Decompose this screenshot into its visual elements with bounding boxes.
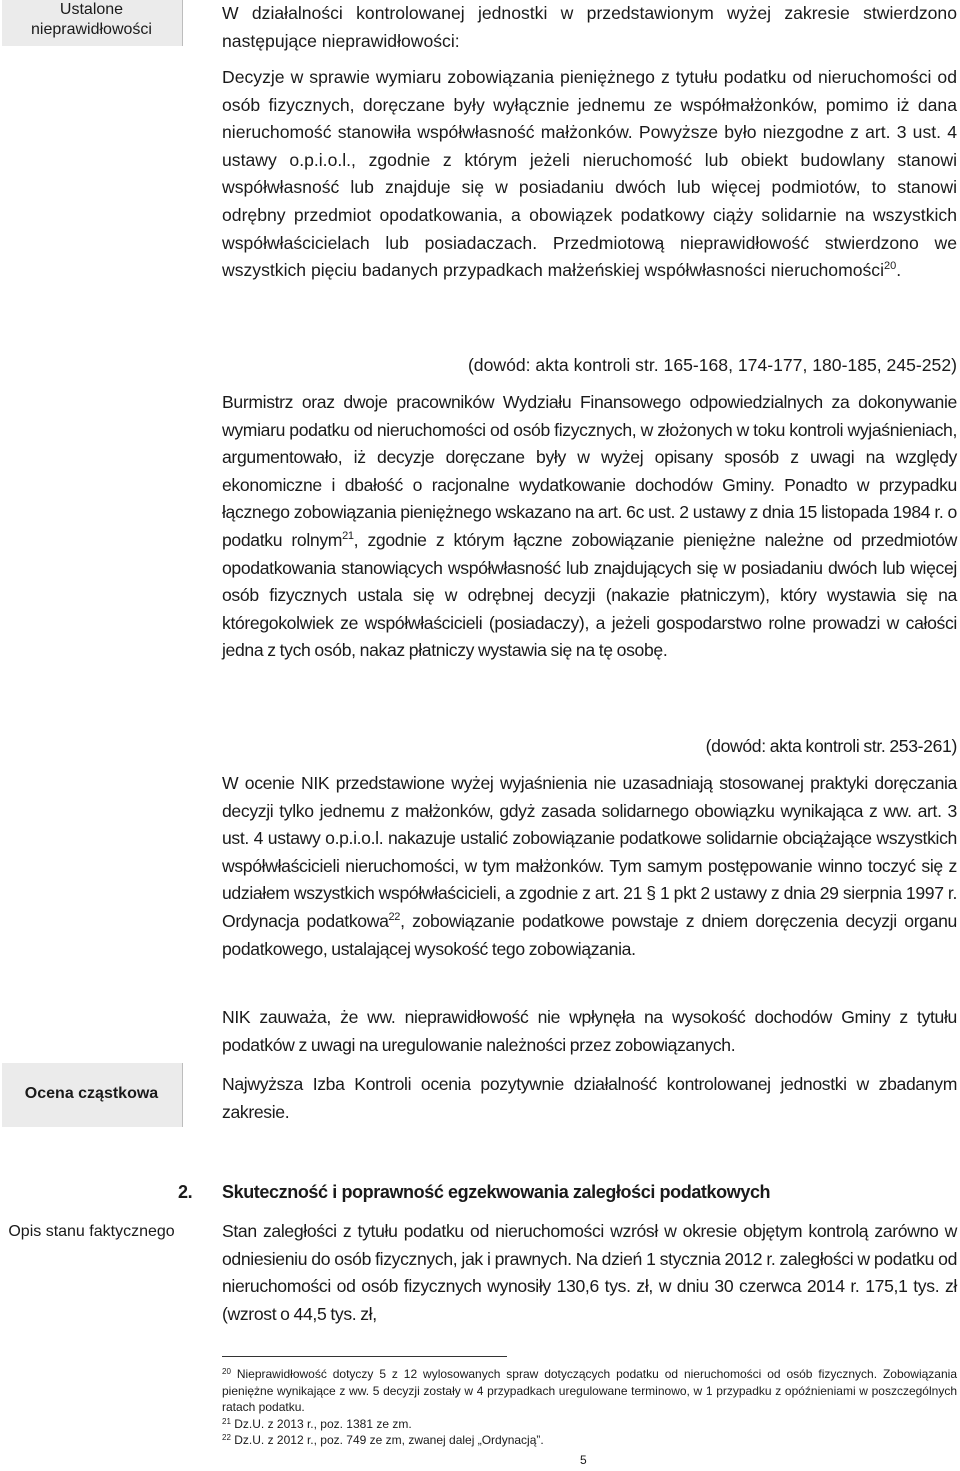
assessment-paragraph (222, 770, 957, 963)
assessment-text-end: , zobowiązanie podatkowe powstaje z dniem doręczenia decyzji organu podatkowego, ustalającej wysokość tego zobowiązania. (222, 910, 957, 959)
footnote-text: Dz.U. z 2013 r., poz. 1381 ze zm. (234, 1416, 412, 1431)
section2-paragraph: Stan zaległości z tytułu podatku od nieruchomości wzrósł w okresie objętym kontrolą zarówno w odniesieniu do osób fizycznych, jak i prawnych. Na dzień 1 stycznia 2012 r. zaległości w podatku od nieruchomości od osób fizycznych wynosiły 130,6 tys. zł, w dniu 30 czerwca 2014 r. 175,1 tys. zł (wzrost o 44,5 tys. zł, (222, 1221, 957, 1324)
footnote-21 (222, 1416, 957, 1433)
footnote-num: 21 (222, 1416, 231, 1426)
explanation-text: Burmistrz oraz dwoje pracowników Wydziału Finansowego odpowiedzialnych za dokonywanie wymiaru podatku od nieruchomości od osób fizycznych, w złożonych w toku kontroli wyjaśnieniach, argumentowało, iż decyzje doręczane były w wyżej opisany sposób z uwagi na względy ekonomiczne i dbałość o racjonalne wydatkowanie dochodów Gminy. Ponadto w przypadku łącznego zobowiązania pieniężnego wskazano na art. 6c ust. 2 ustawy z dnia 15 listopada 1984 r. o podatku rolnym (222, 392, 957, 550)
finding-text: Decyzje w sprawie wymiaru zobowiązania pieniężnego z tytułu podatku od nieruchomości od osób fizycznych, doręczane były wyłącznie jednemu ze współmałżonków, pomimo iż dana nieruchomość stanowiła współwłasność małżonków. Powyższe było niezgodne z art. 3 ust. 4 ustawy o.p.i.o.l., zgodnie z którym jeżeli nieruchomość lub obiekt budowlany stanowi współwłasność lub znajduje się w posiadaniu dwóch lub więcej podmiotów, to stanowi odrębny przedmiot opodatkowania, a obowiązek podatkowy ciąży solidarnie na wszystkich współwłaścicielach lub posiadaczach. Przedmiotową nieprawidłowość stwierdzono we wszystkich pięciu badanych przypadkach małżeńskiej współwłasności nieruchomości (222, 67, 957, 281)
footnote-ref-21: 21 (342, 529, 354, 542)
section-number: 2. (178, 1182, 193, 1202)
footnote-num: 20 (222, 1367, 231, 1376)
footnote-num: 22 (222, 1433, 231, 1442)
footnote-text: Nieprawidłowość dotyczy 5 z 12 wylosowanych spraw dotyczących podatku od nieruchomości od osób fizycznych. Zobowiązania pieniężne wynikające z ww. 5 decyzji zostały w 4 przypadkach uregulowane terminowo, w 1 przypadku z opóźnieniami w poszczególnych ratach podatku. (222, 1367, 957, 1414)
footnote-ref-22: 22 (388, 910, 401, 923)
footnote-20 (222, 1366, 957, 1416)
footnote-22 (222, 1432, 957, 1449)
finding-text-end: . (896, 260, 902, 281)
partial-assessment-paragraph: Najwyższa Izba Kontroli ocenia pozytywnie działalność kontrolowanej jednostki w zbadanym zakresie. (222, 1074, 957, 1122)
sidebar-label-findings: Ustalone nieprawidłowości (31, 1, 152, 38)
footnotes (222, 1366, 957, 1449)
footnote-text: Dz.U. z 2012 r., poz. 749 ze zm, zwanej dalej „Ordynacją”. (234, 1433, 544, 1447)
evidence-2: (dowód: akta kontroli str. 253-261) (705, 736, 957, 756)
evidence-1: (dowód: akta kontroli str. 165-168, 174-177, 180-185, 245-252) (467, 355, 957, 375)
footnote-ref-20: 20 (884, 260, 897, 273)
footnote-divider (222, 1356, 507, 1357)
explanation-paragraph (222, 389, 957, 665)
page-number: 5 (580, 1453, 587, 1467)
intro-paragraph: W działalności kontrolowanej jednostki w przedstawionym wyżej zakresie stwierdzono następujące nieprawidłowości: (222, 3, 957, 51)
sidebar-label-facts: Opis stanu faktycznego (8, 1223, 175, 1240)
explanation-text-end: , zgodnie z którym łączne zobowiązanie pieniężne należne od przedmiotów opodatkowania stanowiących współwłasność lub znajdujących się w posiadaniu dwóch lub więcej osób fizycznych ustala się w odrębnej decyzji (nakazie płatniczym), który wystawia się na któregokolwiek ze współwłaścicieli (posiadaczy), a jeżeli gospodarstwo rolne prowadzi w całości jedna z tych osób, nakaz płatniczy wystawia się na tę osobę. (222, 529, 957, 661)
section-heading (178, 1180, 958, 1204)
section-title: Skuteczność i poprawność egzekwowania zaległości podatkowych (222, 1182, 771, 1202)
sidebar-label-assessment: Ocena cząstkowa (24, 1085, 159, 1102)
nik-note-paragraph: NIK zauważa, że ww. nieprawidłowość nie wpłynęła na wysokość dochodów Gminy z tytułu podatków z uwagi na uregulowanie należności przez zobowiązanych. (222, 1007, 957, 1055)
finding-paragraph (222, 64, 957, 285)
assessment-text: W ocenie NIK przedstawione wyżej wyjaśnienia nie uzasadniają stosowanej praktyki doręczania decyzji tylko jednemu z małżonków, gdyż zasada solidarnego obowiązku wynikająca z ww. art. 3 ust. 4 ustawy o.p.i.o.l. nakazuje ustalić zobowiązanie podatkowe solidarnie obciążające wszystkich współwłaścicieli nieruchomości, w tym małżonków. Tym samym postępowanie winno toczyć się z udziałem wszystkich współwłaścicieli, a zgodnie z art. 21 § 1 pkt 2 ustawy z dnia 29 sierpnia 1997 r. Ordynacja podatkowa (222, 773, 957, 931)
